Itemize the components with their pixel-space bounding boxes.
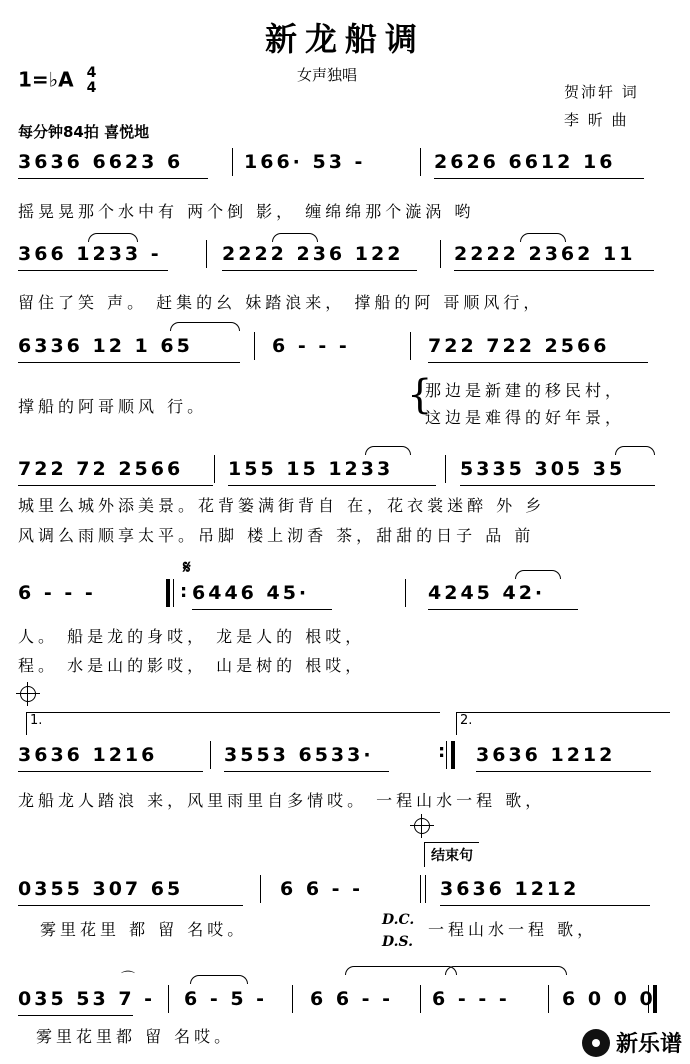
repeat-start-barline: [166, 579, 170, 607]
underline-beam: [222, 270, 417, 271]
lyrics-line: 留住了笑 声。 赶集的幺 妹踏浪来， 撑船的阿 哥顺风行，: [18, 293, 544, 312]
alt-lyrics-line-1: 那边是新建的移民村，: [425, 381, 626, 400]
key-label: 1=♭A: [18, 67, 74, 92]
tie: [345, 966, 457, 975]
measure-13: 6 - - -: [18, 582, 96, 604]
underline-beam: [434, 178, 644, 179]
slur: [515, 570, 561, 579]
barline: [440, 240, 441, 268]
barline: [260, 875, 261, 903]
underline-beam: [428, 609, 578, 610]
slur: [190, 975, 248, 984]
fermata: ⌒: [121, 971, 135, 987]
site-logo: [582, 1027, 682, 1058]
alt-lyrics-line-2: 这边是难得的好年景，: [425, 408, 626, 427]
barline: [292, 985, 293, 1013]
coda-sign-icon: [20, 686, 36, 702]
repeat-end-barline: [451, 741, 455, 769]
underline-beam: [18, 771, 203, 772]
barline: [425, 875, 426, 903]
measure-19: 0355 307 65: [18, 878, 184, 900]
barline: [206, 240, 207, 268]
barline: [168, 985, 169, 1013]
lyrics-line: 撑船的阿哥顺风 行。: [18, 397, 208, 416]
underline-beam: [228, 485, 436, 486]
barline: [254, 332, 255, 360]
underline-beam: [18, 362, 240, 363]
measure-4: 366 1233 -: [18, 243, 162, 265]
slur: [615, 446, 655, 455]
underline-beam: [440, 905, 650, 906]
coda-sign-icon: [414, 818, 430, 834]
da-capo-mark: D.C.: [382, 912, 415, 928]
measure-8: 6 - - -: [272, 335, 350, 357]
repeat-dots: :: [180, 581, 188, 602]
measure-16: 3636 1216: [18, 744, 158, 766]
ending-label: 结束句: [424, 842, 479, 867]
slur: [170, 322, 240, 331]
measure-20: 6 6 - -: [280, 878, 364, 900]
barline: [420, 985, 421, 1013]
measure-12: 5335 305 35: [460, 458, 626, 480]
measure-5: 2222 236 122: [222, 243, 404, 265]
brace: {: [407, 372, 433, 418]
measure-7: 6336 12 1 65: [18, 335, 193, 357]
performance-type: 女声独唱: [297, 66, 358, 84]
lyrics-line: 风调么雨顺享太平。吊脚 楼上沏香 茶，甜甜的日子 品 前: [18, 526, 535, 545]
barline: [446, 741, 447, 769]
underline-beam: [428, 362, 648, 363]
measure-24: 6 6 - -: [310, 988, 394, 1010]
slur: [365, 446, 411, 455]
barline: [420, 875, 421, 903]
measure-23: 6 - 5 -: [184, 988, 268, 1010]
measure-11: 155 15 1233: [228, 458, 394, 480]
barline: [445, 455, 446, 483]
measure-15: 4245 42·: [428, 582, 546, 604]
underline-beam: [18, 1015, 133, 1016]
underline-beam: [454, 270, 654, 271]
composer-credit: 李 昕 曲: [564, 111, 629, 129]
underline-beam: [18, 178, 208, 179]
measure-3: 2626 6612 16: [434, 151, 616, 173]
segno-sign: 𝄋: [183, 557, 191, 578]
barline: [232, 148, 233, 176]
slur: [272, 233, 318, 242]
measure-22: 035 53 7 -: [18, 988, 156, 1010]
lyrics-line: 龙船龙人踏浪 来，风里雨里自多情哎。 一程山水一程 歌，: [18, 791, 546, 810]
barline: [648, 985, 649, 1013]
underline-beam: [18, 270, 168, 271]
second-ending-bracket: 2.: [456, 712, 670, 735]
underline-beam: [18, 485, 213, 486]
logo-text: 新乐谱: [615, 1032, 682, 1057]
lyrics-line: 雾里花里 都 留 名哎。: [40, 920, 248, 939]
barline: [173, 579, 174, 607]
lyrics-line: 雾里花里都 留 名哎。: [36, 1027, 235, 1046]
measure-14: 6446 45·: [192, 582, 310, 604]
barline: [214, 455, 215, 483]
lyrics-line: 程。 水是山的影哎， 山是树的 根哎，: [18, 656, 366, 675]
barline: [420, 148, 421, 176]
measure-25: 6 - - -: [432, 988, 510, 1010]
lyrics-line: 摇晃晃那个水中有 两个倒 影， 缠绵绵那个漩涡 哟: [18, 202, 475, 221]
measure-10: 722 72 2566: [18, 458, 184, 480]
measure-17: 3553 6533·: [224, 744, 374, 766]
lyrics-line: 城里么城外添美景。花背篓满街背自 在，花衣裳迷醉 外 乡: [18, 496, 546, 515]
measure-2: 166· 53 -: [244, 151, 366, 173]
song-title: 新龙船调: [264, 20, 425, 58]
underline-beam: [18, 905, 243, 906]
repeat-dots: :: [438, 741, 446, 762]
underline-beam: [224, 771, 389, 772]
lyrics-line: 人。 船是龙的身哎， 龙是人的 根哎，: [18, 627, 366, 646]
measure-18: 3636 1212: [476, 744, 616, 766]
dal-segno-mark: D.S.: [382, 934, 414, 950]
final-barline: [653, 985, 657, 1013]
tempo-marking: 每分钟84拍 喜悦地: [18, 123, 150, 141]
barline: [548, 985, 549, 1013]
measure-6: 2222 2362 11: [454, 243, 636, 265]
vinyl-disc-icon: [582, 1029, 610, 1057]
underline-beam: [476, 771, 651, 772]
measure-26: 6 0 0 0: [562, 988, 656, 1010]
time-sig-bottom: 4: [86, 80, 97, 96]
first-ending-bracket: 1.: [26, 712, 440, 735]
key-signature: [18, 66, 96, 96]
barline: [410, 332, 411, 360]
measure-9: 722 722 2566: [428, 335, 610, 357]
measure-21: 3636 1212: [440, 878, 580, 900]
barline: [210, 741, 211, 769]
lyrics-line: 一程山水一程 歌，: [428, 920, 598, 939]
tie: [445, 966, 567, 975]
lyricist-credit: 贺沛轩 词: [564, 83, 639, 101]
time-sig-top: 4: [86, 65, 97, 81]
underline-beam: [192, 609, 332, 610]
measure-1: 3636 6623 6: [18, 151, 184, 173]
time-signature: [87, 66, 97, 96]
barline: [405, 579, 406, 607]
slur: [88, 233, 138, 242]
underline-beam: [460, 485, 655, 486]
slur: [520, 233, 566, 242]
